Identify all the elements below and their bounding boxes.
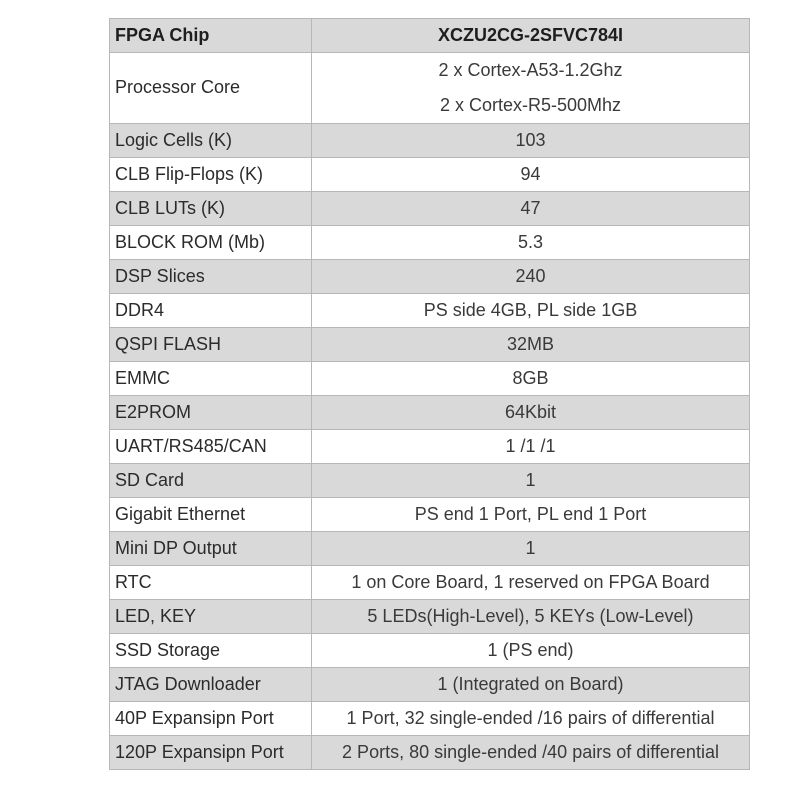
row-value: PS end 1 Port, PL end 1 Port bbox=[312, 498, 750, 532]
table-row bbox=[110, 430, 750, 464]
row-value: 2 Ports, 80 single-ended /40 pairs of differential bbox=[312, 736, 750, 770]
row-value: 103 bbox=[312, 124, 750, 158]
table-row bbox=[110, 634, 750, 668]
table-row bbox=[110, 464, 750, 498]
row-label: DSP Slices bbox=[110, 260, 312, 294]
row-value bbox=[312, 53, 750, 124]
row-label: 120P Expansipn Port bbox=[110, 736, 312, 770]
processor-line-2: 2 x Cortex-R5-500Mhz bbox=[439, 95, 622, 115]
row-value: 94 bbox=[312, 158, 750, 192]
row-label: Logic Cells (K) bbox=[110, 124, 312, 158]
processor-line-1: 2 x Cortex-A53-1.2Ghz bbox=[438, 60, 623, 80]
row-label: RTC bbox=[110, 566, 312, 600]
row-value: 1 (PS end) bbox=[312, 634, 750, 668]
row-label: Gigabit Ethernet bbox=[110, 498, 312, 532]
table-row-processor bbox=[110, 53, 750, 124]
table-row bbox=[110, 600, 750, 634]
table-row bbox=[110, 362, 750, 396]
header-label: FPGA Chip bbox=[110, 19, 312, 53]
row-label: SD Card bbox=[110, 464, 312, 498]
row-label: 40P Expansipn Port bbox=[110, 702, 312, 736]
row-label: CLB Flip-Flops (K) bbox=[110, 158, 312, 192]
table-row bbox=[110, 566, 750, 600]
row-value: 5.3 bbox=[312, 226, 750, 260]
spec-table bbox=[109, 18, 750, 770]
row-label: SSD Storage bbox=[110, 634, 312, 668]
table-row bbox=[110, 124, 750, 158]
table-row bbox=[110, 226, 750, 260]
row-value: 64Kbit bbox=[312, 396, 750, 430]
table-row bbox=[110, 498, 750, 532]
row-value: 1 on Core Board, 1 reserved on FPGA Board bbox=[312, 566, 750, 600]
table-row bbox=[110, 736, 750, 770]
table-row bbox=[110, 532, 750, 566]
table-row bbox=[110, 260, 750, 294]
row-value: 32MB bbox=[312, 328, 750, 362]
row-label: E2PROM bbox=[110, 396, 312, 430]
row-label: UART/RS485/CAN bbox=[110, 430, 312, 464]
row-label: EMMC bbox=[110, 362, 312, 396]
row-label: Processor Core bbox=[110, 53, 312, 124]
row-label: QSPI FLASH bbox=[110, 328, 312, 362]
row-label: BLOCK ROM (Mb) bbox=[110, 226, 312, 260]
row-value: 47 bbox=[312, 192, 750, 226]
row-label: JTAG Downloader bbox=[110, 668, 312, 702]
table-row bbox=[110, 328, 750, 362]
header-value: XCZU2CG-2SFVC784I bbox=[312, 19, 750, 53]
row-value: 1 /1 /1 bbox=[312, 430, 750, 464]
row-value: PS side 4GB, PL side 1GB bbox=[312, 294, 750, 328]
table-row bbox=[110, 158, 750, 192]
table-row bbox=[110, 294, 750, 328]
table-row bbox=[110, 192, 750, 226]
table-row bbox=[110, 396, 750, 430]
table-row bbox=[110, 668, 750, 702]
row-value: 1 Port, 32 single-ended /16 pairs of differential bbox=[312, 702, 750, 736]
row-value: 5 LEDs(High-Level), 5 KEYs (Low-Level) bbox=[312, 600, 750, 634]
row-label: Mini DP Output bbox=[110, 532, 312, 566]
row-label: DDR4 bbox=[110, 294, 312, 328]
table-row bbox=[110, 702, 750, 736]
row-value: 1 bbox=[312, 464, 750, 498]
row-value: 240 bbox=[312, 260, 750, 294]
row-value: 1 (Integrated on Board) bbox=[312, 668, 750, 702]
table-header-row bbox=[110, 19, 750, 53]
row-value: 1 bbox=[312, 532, 750, 566]
row-value: 8GB bbox=[312, 362, 750, 396]
row-label: LED, KEY bbox=[110, 600, 312, 634]
row-label: CLB LUTs (K) bbox=[110, 192, 312, 226]
